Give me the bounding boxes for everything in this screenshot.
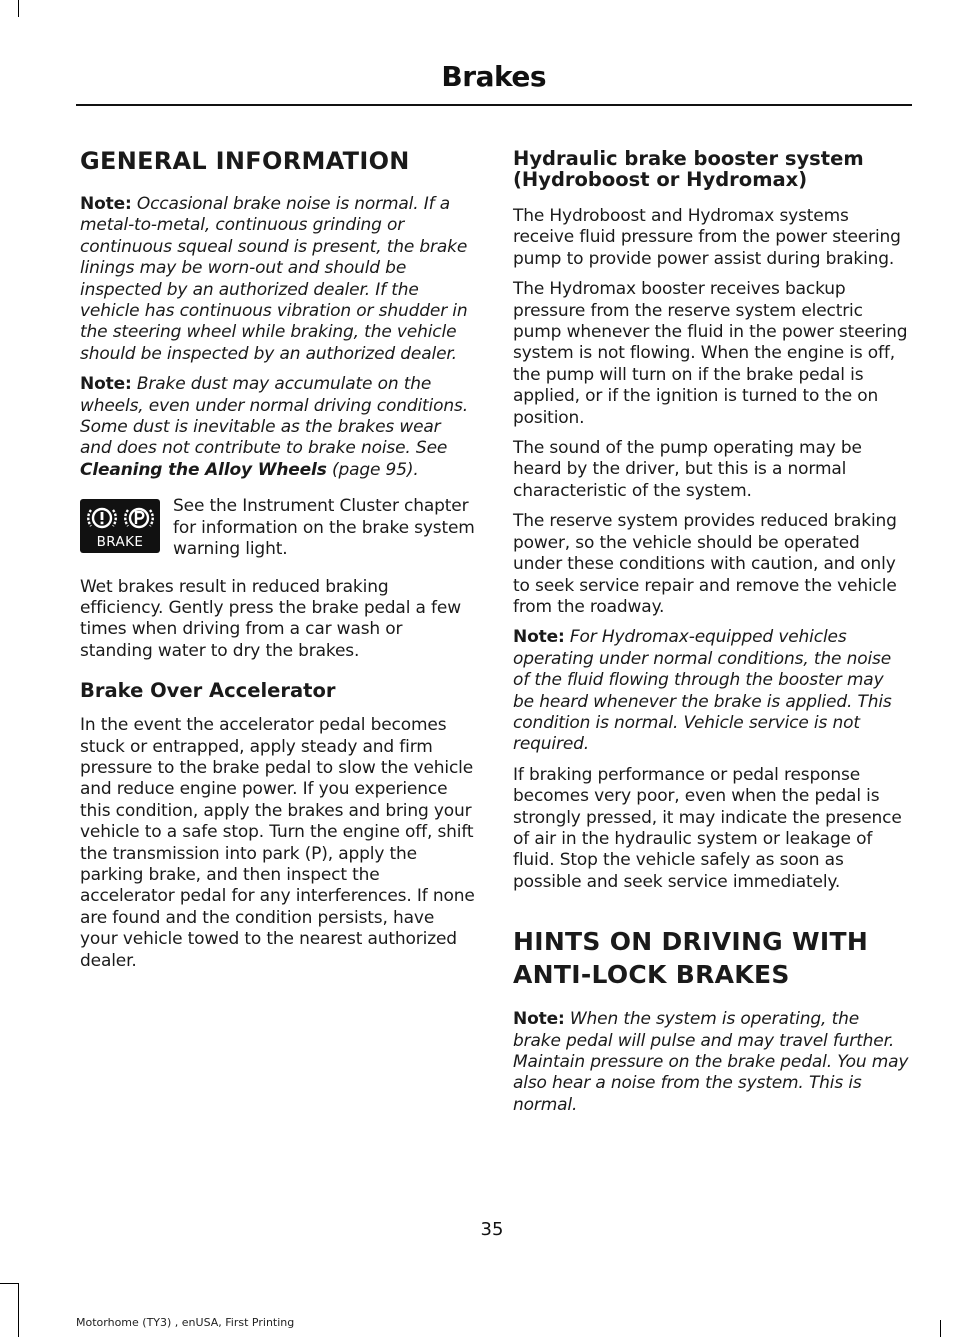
brake-icon-label: BRAKE [96, 534, 144, 551]
hydroboost-paragraph-1: The Hydroboost and Hydromax systems receive fluid pressure from the power steering pump to provide power assist during braking. [513, 206, 901, 269]
note-label: Note: [513, 627, 565, 648]
crop-mark-bottom-right [940, 1320, 941, 1337]
page-number: 35 [480, 1219, 504, 1240]
crop-mark-bottom-left [18, 1283, 19, 1337]
right-column [513, 146, 909, 1125]
crop-mark-top-left [18, 0, 19, 17]
footer-edition: Motorhome (TY3) , enUSA, First Printing [76, 1316, 295, 1329]
hydromax-paragraph-2: The Hydromax booster receives backup pressure from the reserve system electric pump whenever the fluid in the power steering system is not flowing. When the engine is off, the pump will turn on if the brake pedal is applied, or if the ignition is turned to the on position. [513, 279, 908, 428]
brake-warning-block [80, 496, 476, 560]
warning-light-description: See the Instrument Cluster chapter for information on the brake system warning light. [173, 496, 475, 560]
braking-performance-paragraph: If braking performance or pedal response becomes very poor, even when the pedal is strongly pressed, it may indicate the presence of air in the hydraulic system or leakage of fluid. Stop the vehicle safely as soon as possible and seek service immediately. [513, 764, 902, 892]
note-hydromax-noise [513, 627, 909, 755]
header-divider [76, 104, 912, 106]
note-text: For Hydromax-equipped vehicles operating under normal conditions, the noise of the fluid flowing through the booster may be heard whenever the brake is applied. This condition is normal. Vehicle service is not required. [513, 627, 892, 755]
hydraulic-booster-heading: Hydraulic brake booster system (Hydroboost or Hydromax) [513, 147, 864, 191]
note-label: Note: [80, 194, 132, 214]
general-information-heading: GENERAL INFORMATION [80, 147, 410, 175]
brake-warning-light-icon [80, 499, 160, 553]
note-label: Note: [513, 1009, 565, 1030]
anti-lock-heading-line-2: ANTI-LOCK BRAKES [513, 960, 790, 990]
left-column [80, 146, 476, 981]
note-brake-dust [80, 374, 476, 481]
page-header-title: Brakes [441, 60, 546, 93]
crop-mark-bottom-left-h [0, 1283, 19, 1284]
note-abs-pulse [513, 1009, 909, 1116]
note-brake-noise [80, 194, 476, 365]
note-label: Note: [80, 374, 132, 395]
brake-over-accelerator-paragraph: In the event the accelerator pedal becomes stuck or entrapped, apply steady and firm pressure to the brake pedal to slow the vehicle and reduce engine power. If you experience this condition, apply the brakes and bring your vehicle to a safe stop. Turn the engine off, shift the transmission into park (P), apply the parking brake, and then inspect the accelerator pedal for any interferences. If none are found and the condition persists, have your vehicle towed to the nearest authorized dealer. [80, 715, 475, 971]
note-page-ref: (page 95). [326, 459, 419, 480]
anti-lock-heading-line-1: HINTS ON DRIVING WITH [513, 927, 869, 957]
note-text: Occasional brake noise is normal. If a metal-to-metal, continuous grinding or continuous squeal sound is present, the brake linings may be worn-out and should be inspected by an authorized dealer. If the vehicle has continuous vibration or shudder in the steering wheel while braking, the vehicle should be inspected by an authorized dealer. [80, 194, 468, 364]
pump-sound-paragraph: The sound of the pump operating may be heard by the driver, but this is a normal characteristic of the system. [513, 438, 862, 501]
brake-over-accelerator-heading: Brake Over Accelerator [80, 679, 336, 703]
wet-brakes-paragraph: Wet brakes result in reduced braking efficiency. Gently press the brake pedal a few times when driving from a car wash or standing water to dry the brakes. [80, 576, 461, 661]
brake-symbols-icon [84, 503, 156, 533]
note-text: Brake dust may accumulate on the wheels, even under normal driving conditions. Some dust is inevitable as the brakes wear and does not contribute to brake noise. See [80, 374, 468, 459]
reserve-system-paragraph: The reserve system provides reduced braking power, so the vehicle should be operated under these conditions with caution, and only to seek service repair and remove the vehicle from the roadway. [513, 511, 897, 617]
note-text: When the system is operating, the brake pedal will pulse and may travel further. Maintain pressure on the brake pedal. You may also hear a noise from the system. This is normal. [513, 1009, 909, 1115]
cleaning-alloy-wheels-link[interactable]: Cleaning the Alloy Wheels [80, 459, 327, 480]
anti-lock-brakes-heading [513, 925, 909, 991]
